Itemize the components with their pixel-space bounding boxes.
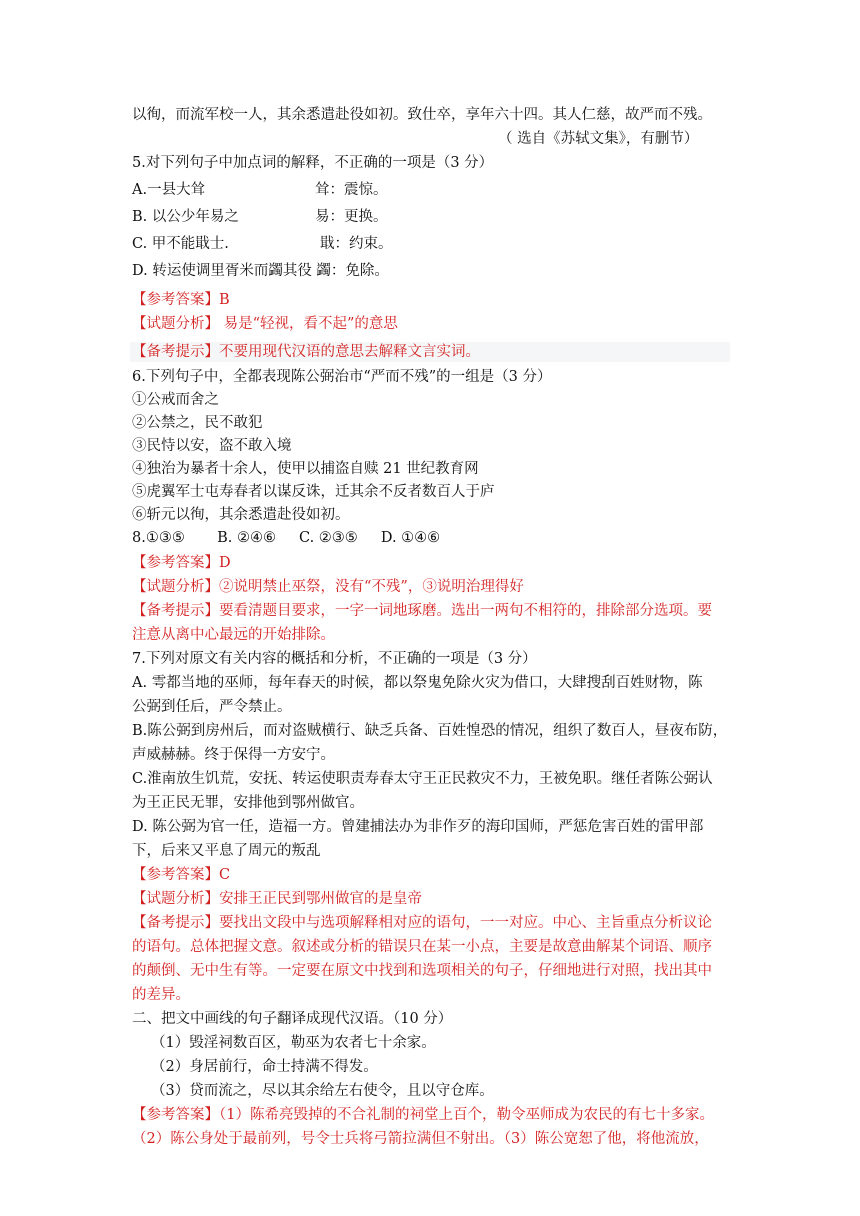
option-d: D. 转运使调里胥米而蠲其役 蠲：免除。 bbox=[132, 263, 389, 279]
question-6: 6.下列句子中，全都表现陈公弼治市“严而不残”的一组是（3 分） bbox=[132, 369, 552, 385]
tip-continuation: 的差异。 bbox=[132, 987, 190, 1003]
text-line: 以徇，而流军校一人，其余悉遣赴役如初。致仕卒，享年六十四。其人仁慈，故严而不残。 bbox=[132, 107, 712, 123]
answer-label: 【参考答案】D bbox=[132, 555, 231, 571]
item-6: ⑥斩元以徇，其余悉遣赴役如初。 bbox=[132, 507, 350, 523]
answer-label: 【参考答案】B bbox=[132, 292, 230, 308]
analysis-label: 【试题分析】②说明禁止巫祭，没有“不残”，③说明治理得好 bbox=[132, 579, 524, 595]
sentence-3: （3）贷而流之，尽以其余给左右使令，且以守仓库。 bbox=[151, 1083, 494, 1099]
option-a-7: A. 雩都当地的巫师，每年春天的时候，都以祭鬼免除火灾为借口，大肆搜刮百姓财物，陈 bbox=[132, 675, 703, 691]
option-a-gloss: 耸：震惊。 bbox=[315, 182, 388, 198]
option-c-gloss: 戢：约束。 bbox=[320, 236, 393, 252]
analysis-label: 【试题分析】安排王正民到鄂州做官的是皇帝 bbox=[132, 891, 422, 907]
source-note: （ 选自《苏轼文集》，有删节） bbox=[498, 131, 699, 147]
tip-continuation: 的颠倒、无中生有等。一定要在原文中找到和选项相关的句子，仔细地进行对照，找出其中 bbox=[132, 963, 712, 979]
answer-label: 【参考答案】C bbox=[132, 867, 231, 883]
item-3: ③民恃以安，盗不敢入境 bbox=[132, 438, 292, 454]
option-c: C. 甲不能戢士. bbox=[132, 236, 229, 252]
answer-label: 【参考答案】（1）陈希亮毁掉的不合礼制的祠堂上百个，勒令巫师成为农民的有七十多家。 bbox=[132, 1107, 714, 1123]
section-two-heading: 二、把文中画线的句子翻译成现代汉语。（10 分） bbox=[132, 1011, 453, 1027]
tip-continuation: 的语句。总体把握文意。叙述或分析的错误只在某一小点，主要是故意曲解某个词语、顺序 bbox=[132, 939, 712, 955]
item-5: ⑤虎翼军士屯寿春者以谋反诛，迁其余不反者数百人于庐 bbox=[132, 484, 495, 500]
option-b-7-cont: 声威赫赫。终于保得一方安宁。 bbox=[132, 747, 335, 763]
tip-continuation: 注意从离中心最远的开始排除。 bbox=[132, 627, 335, 643]
tip-label: 【备考提示】要看清题目要求，一字一词地琢磨。选出一两句不相符的，排除部分选项。要 bbox=[132, 603, 712, 619]
tip-label: 【备考提示】不要用现代汉语的意思去解释文言实词。 bbox=[132, 344, 480, 360]
question-5: 5.对下列句子中加点词的解释，不正确的一项是（3 分） bbox=[132, 155, 494, 171]
choices-line: 8.①③⑤ B. ②④⑥ C. ②③⑤ D. ①④⑥ bbox=[132, 530, 441, 546]
option-d-7-cont: 下，后来又平息了周元的叛乱 bbox=[132, 843, 321, 859]
tip-label: 【备考提示】要找出文段中与选项解释相对应的语句，一一对应。中心、主旨重点分析议论 bbox=[132, 915, 712, 931]
item-4: ④独治为暴者十余人，使甲以捕盗自赎 21 世纪教育网 bbox=[132, 461, 479, 477]
option-b: B. 以公少年易之 bbox=[132, 209, 239, 225]
answer-continuation: （2）陈公身处于最前列，号令士兵将弓箭拉满但不射出。（3）陈公宽恕了他，将他流放， bbox=[132, 1131, 709, 1147]
sentence-2: （2）身居前行，命士持满不得发。 bbox=[151, 1059, 378, 1075]
analysis-label: 【试题分析】 易是“轻视，看不起”的意思 bbox=[132, 316, 398, 332]
option-b-gloss: 易：更换。 bbox=[315, 209, 388, 225]
sentence-1: （1）毁淫祠数百区，勒巫为农者七十余家。 bbox=[151, 1035, 436, 1051]
item-2: ②公禁之，民不敢犯 bbox=[132, 415, 263, 431]
option-a-7-cont: 公弼到任后，严令禁止。 bbox=[132, 699, 292, 715]
option-b-7: B.陈公弼到房州后，而对盗贼横行、缺乏兵备、百姓惶恐的情况，组织了数百人，昼夜布防， bbox=[132, 723, 728, 739]
question-7: 7.下列对原文有关内容的概括和分析，不正确的一项是（3 分） bbox=[132, 651, 537, 667]
item-1: ①公戒而舍之 bbox=[132, 392, 219, 408]
option-d-7: D. 陈公弼为官一任，造福一方。曾建捕法办为非作歹的海印国师，严惩危害百姓的雷甲部 bbox=[132, 819, 704, 835]
option-a: A.一县大耸 bbox=[132, 182, 206, 198]
option-c-7-cont: 为王正民无罪，安排他到鄂州做官。 bbox=[132, 795, 364, 811]
option-c-7: C.淮南放生饥荒，安抚、转运使职责寿春太守王正民救灾不力，王被免职。继任者陈公弼认 bbox=[132, 771, 713, 787]
